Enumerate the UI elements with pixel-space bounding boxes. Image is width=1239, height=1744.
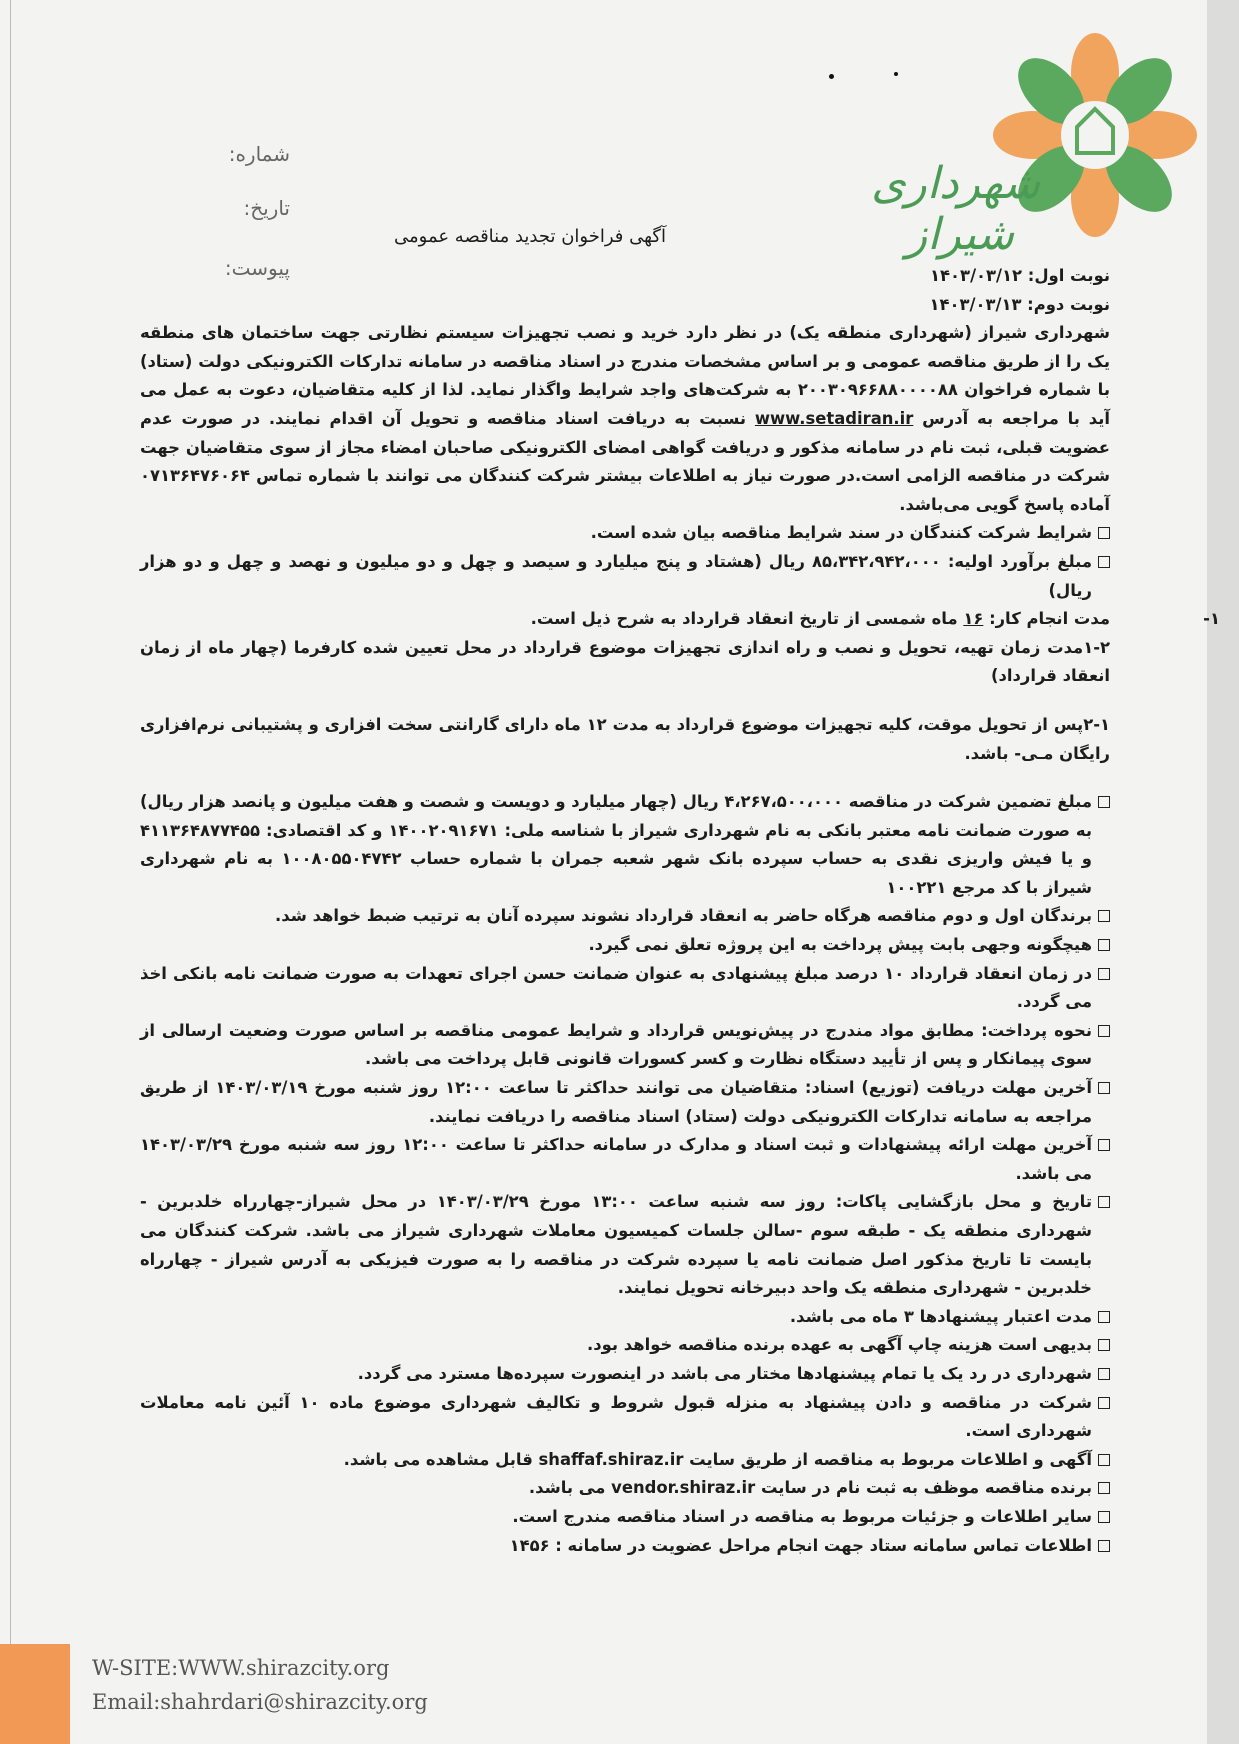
list-item (140, 960, 1110, 1017)
item-text: شرایط شرکت کنندگان در سند شرایط مناقصه بیان شده است. (590, 523, 1092, 543)
checkbox-icon (1098, 556, 1110, 568)
list-item (140, 902, 1110, 931)
footer (0, 1644, 1239, 1744)
checkbox-icon (1098, 1196, 1110, 1208)
list-item (140, 548, 1110, 605)
item-text: تاریخ و محل بازگشایی پاکات: روز سه شنبه ساعت ۱۳:۰۰ مورخ ۱۴۰۳/۰۳/۲۹ در محل شیراز-چهارراه خلدبرین - شهرداری منطقه یک - طبقه سوم -سالن جلسات کمیسیون معاملات شهرداری شیراز می باشد. شرکت کنندگان می بایست تا تاریخ مذکور اصل ضمانت نامه یا سپرده شرکت در مناقصه را به صورت فیزیکی به آدرس شیراز - چهارراه خلدبرین - شهرداری منطقه یک واحد دبیرخانه تحویل نمایند. (140, 1192, 1092, 1298)
list-item (140, 1017, 1110, 1074)
item-text: برندگان اول و دوم مناقصه هرگاه حاضر به انعقاد قرارداد نشوند سپرده آنان به ترتیب ضبط خواهد شد. (275, 906, 1092, 926)
duration-sub-1: ۱-۲مدت زمان تهیه، تحویل و نصب و راه اندازی تجهیزات موضوع قرارداد در محل تعیین شده کارفرما (چهار ماه از زمان انعقاد قرارداد) (140, 637, 1110, 686)
scanner-page-edge (1207, 0, 1239, 1744)
list-item (140, 1303, 1110, 1332)
date-label: تاریخ: (243, 196, 290, 220)
intro-text-1: شهرداری شیراز (شهرداری منطقه یک) در نظر دارد خرید و نصب تجهیزات سیستم نظارتی جهت ساختمان های منطقه یک را از طریق مناقصه عمومی و بر اساس مشخصات مندرج در اسناد مناقصه در سامانه تدارکات الکترونیکی دولت (ستاد) با شماره فراخوان ۲۰۰۳۰۹۶۶۸۸۰۰۰۰۸۸ به شرکت‌های واجد شرایط واگذار نماید. لذا از کلیه متقاضیان، دعوت به عمل می آید با مراجعه به آدرس (140, 323, 1110, 428)
list-item (140, 1503, 1110, 1532)
list-item (140, 1474, 1110, 1503)
list-item (140, 1331, 1110, 1360)
list-item (140, 519, 1110, 548)
announcement-body (140, 262, 1220, 1560)
number-label: شماره: (228, 142, 290, 166)
item-text: سایر اطلاعات و جزئیات مربوط به مناقصه در اسناد مناقصه مندرج است. (512, 1506, 1092, 1526)
checkbox-icon (1098, 1082, 1110, 1094)
item-text: هیچگونه وجهی بابت پیش پرداخت به این پروژه تعلق نمی گیرد. (588, 935, 1092, 955)
checkbox-icon (1098, 1540, 1110, 1552)
list-item (140, 1532, 1110, 1561)
duration-months: ۱۶ (963, 609, 984, 629)
list-item (140, 1360, 1110, 1389)
publish-second: نوبت دوم: ۱۴۰۳/۰۳/۱۳ (929, 294, 1110, 314)
duration-item (140, 605, 1220, 634)
logo-text: شهرداری شیراز (871, 158, 1040, 260)
publish-first: نوبت اول: ۱۴۰۳/۰۳/۱۲ (930, 266, 1110, 285)
setadiran-link[interactable]: www.setadiran.ir (754, 408, 914, 428)
checkbox-icon (1098, 1339, 1110, 1351)
item-text: بدیهی است هزینه چاپ آگهی به عهده برنده مناقصه خواهد بود. (587, 1335, 1092, 1355)
item-text: شرکت در مناقصه و دادن پیشنهاد به منزله قبول شروط و تکالیف شهرداری موضوع ماده ۱۰ آئین نامه معاملات شهرداری است. (140, 1392, 1092, 1441)
item-text: آخرین مهلت دریافت (توزیع) اسناد: متقاضیان می توانند حداکثر تا ساعت ۱۲:۰۰ روز شنبه مورخ ۱۴۰۳/۰۳/۱۹ از طریق مراجعه به سامانه تدارکات الکترونیکی دولت (ستاد) اسناد مناقصه را دریافت نمایند. (140, 1078, 1092, 1126)
checkbox-icon (1098, 1368, 1110, 1380)
item-text: مدت اعتبار پیشنهادها ۳ ماه می باشد. (789, 1306, 1092, 1326)
item-text: اطلاعات تماس سامانه ستاد جهت انجام مراحل عضویت در سامانه : ۱۴۵۶ (509, 1535, 1092, 1555)
list-item (140, 788, 1110, 902)
checkbox-icon (1098, 1397, 1110, 1409)
checkbox-icon (1098, 968, 1110, 980)
page-title: آگهی فراخوان تجدید مناقصه عمومی (394, 226, 666, 247)
checkbox-icon (1098, 910, 1110, 922)
duration-line (531, 605, 1110, 634)
conditions-list (140, 788, 1110, 1560)
checkbox-icon (1098, 527, 1110, 539)
footer-email[interactable]: Email:shahrdari@shirazcity.org (92, 1690, 428, 1714)
checkbox-icon (1098, 1311, 1110, 1323)
item-text: برنده مناقصه موظف به ثبت نام در سایت vendor.shiraz.ir می باشد. (528, 1478, 1092, 1498)
item-text: مبلغ تضمین شرکت در مناقصه ۴،۲۶۷،۵۰۰،۰۰۰ ریال (چهار میلیارد و دویست و شصت و هفت میلیون و پانصد هزار ریال) به صورت ضمانت نامه معتبر بانکی به نام شهرداری شیراز با شناسه ملی: ۱۴۰۰۲۰۹۱۶۷۱ و کد اقتصادی: ۴۱۱۳۶۴۸۷۷۴۵۵ و یا فیش واریزی نقدی به حساب سپرده بانک شهر شعبه جمران با شماره حساب ۱۰۰۸۰۵۵۰۴۷۴۲ به نام شهرداری شیراز با کد مرجع ۱۰۰۲۲۱ (140, 792, 1092, 897)
list-item (140, 931, 1110, 960)
checkbox-icon (1098, 939, 1110, 951)
attachment-label: پیوست: (224, 256, 290, 280)
item-text: مبلغ برآورد اولیه: ۸۵،۳۴۲،۹۴۲،۰۰۰ ریال (هشتاد و پنج میلیارد و سیصد و چهل و دو میلیون و نهصد و چهل و دو هزار ریال) (140, 551, 1092, 600)
checkbox-icon (1098, 1511, 1110, 1523)
checkbox-icon (1098, 1025, 1110, 1037)
item-text: نحوه پرداخت: مطابق مواد مندرج در پیش‌نویس قرارداد و شرایط عمومی مناقصه بر اساس صورت وضعیت ارسالی از سوی پیمانکار و پس از تأیید دستگاه نظارت و کسر کسورات قانونی قابل پرداخت می باشد. (140, 1020, 1092, 1069)
scanner-line (10, 0, 11, 1744)
item-text: در زمان انعقاد قرارداد ۱۰ درصد مبلغ پیشنهادی به عنوان ضمانت حسن اجرای تعهدات به صورت ضمانت نامه بانکی اخذ می گردد. (140, 963, 1093, 1012)
checkbox-icon (1098, 1139, 1110, 1151)
duration-prefix: مدت انجام کار: (989, 609, 1110, 629)
list-item (140, 1389, 1110, 1446)
speck (829, 74, 834, 79)
list-item (140, 1131, 1110, 1188)
duration-suffix: ماه شمسی از تاریخ انعقاد قرارداد به شرح ذیل است. (530, 609, 958, 629)
duration-sub-2: ۲-۱پس از تحویل موقت، کلیه تجهیزات موضوع قرارداد به مدت ۱۲ ماه دارای گارانتی سخت افزاری و پشتیبانی نرم‌افزاری رایگان مـی- باشد. (140, 714, 1110, 763)
item-text: شهرداری در رد یک یا تمام پیشنهادها مختار می باشد در اینصورت سپرده‌ها مسترد می گردد. (357, 1363, 1092, 1383)
footer-website[interactable]: W-SITE:WWW.shirazcity.org (92, 1656, 390, 1680)
checkbox-icon (1098, 1454, 1110, 1466)
checkbox-icon (1098, 796, 1110, 808)
duration-number: ۱- (1203, 609, 1220, 629)
item-text: آخرین مهلت ارائه پیشنهادات و ثبت اسناد و مدارک در سامانه حداکثر تا ساعت ۱۲:۰۰ روز سه شنبه مورخ ۱۴۰۳/۰۳/۲۹ می باشد. (140, 1135, 1092, 1183)
list-item (140, 1074, 1110, 1131)
speck (894, 72, 898, 76)
list-item (140, 1188, 1110, 1302)
footer-accent-bar (0, 1644, 70, 1744)
intro-paragraph (140, 319, 1110, 519)
intro-text-2: نسبت به دریافت اسناد مناقصه و تحویل آن اقدام نمایند. در صورت عدم عضویت قبلی، ثبت نام در سامانه مذکور و دریافت گواهی امضای الکترونیکی صاحبان امضاء مجاز از سوی متقاضیان جهت شرکت در مناقصه الزامی است.در صورت نیاز به اطلاعات بیشتر شرکت کنندگان می توانند با شماره تماس ۰۷۱۳۶۴۷۶۰۶۴ آماده پاسخ گویی می‌باشد. (140, 408, 1110, 514)
list-item (140, 1446, 1110, 1475)
checkbox-icon (1098, 1482, 1110, 1494)
item-text: آگهی و اطلاعات مربوط به مناقصه از طریق سایت shaffaf.shiraz.ir قابل مشاهده می باشد. (343, 1449, 1092, 1469)
